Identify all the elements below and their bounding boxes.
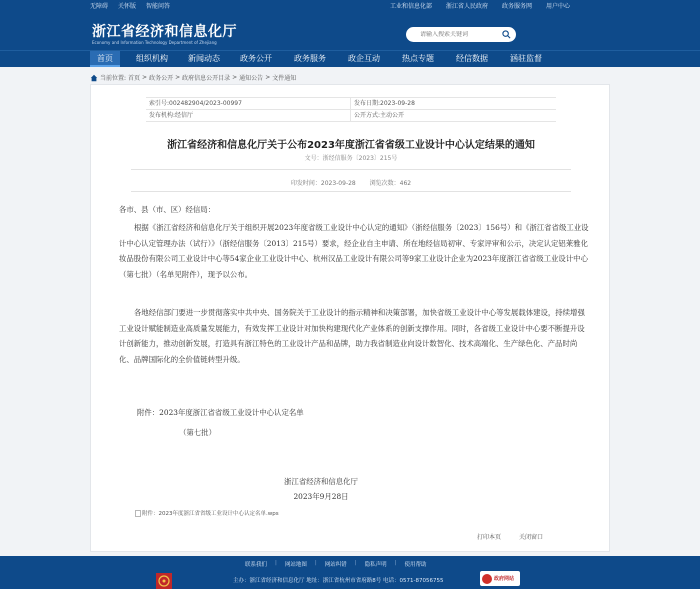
footer-links: 联系我们 | 网站地图 | 网站纠错 | 隐私声明 | 使用帮助 (245, 560, 427, 568)
breadcrumb-home[interactable]: 首页 (128, 75, 141, 82)
salutation: 各市、县（市、区）经信局： (119, 205, 216, 214)
smart-qa-link[interactable]: 智能问答 (146, 3, 171, 10)
nav-gov-affairs[interactable]: 政务公开 (240, 54, 272, 63)
publish-date: 发布日期:2023-09-28 (354, 100, 415, 107)
footer-privacy-link[interactable]: 隐私声明 (364, 562, 387, 568)
zj-gov-link[interactable]: 浙江省人民政府 (445, 3, 488, 10)
nav-home[interactable]: 首页 (90, 51, 120, 67)
gov-site-mark-icon (482, 574, 492, 584)
attachment-file-link[interactable]: 附件：2023年度浙江省省级工业设计中心认定名单.wps (135, 509, 279, 517)
divider (131, 191, 571, 192)
close-window-button[interactable]: 关闭窗口 (518, 534, 543, 541)
breadcrumb-info-catalog[interactable]: 政府信息公开目录 (182, 75, 231, 82)
document-title: 浙江省经济和信息化厅关于公布2023年度浙江省省级工业设计中心认定结果的通知 (167, 140, 535, 151)
document-number: 文号：浙经信服务〔2023〕215号 (304, 155, 398, 162)
breadcrumb-separator: > (232, 74, 238, 81)
breadcrumb (90, 73, 296, 82)
nav-interaction[interactable]: 政企互动 (348, 54, 380, 63)
index-number: 索引号:002482904/2023-00997 (146, 98, 351, 109)
metadata-table (146, 97, 556, 122)
site-footer (0, 556, 700, 589)
nav-supervision[interactable]: 涵驻监督 (510, 54, 542, 63)
nav-organization[interactable]: 组织机构 (136, 54, 168, 63)
paragraph-2: 各地经信部门要进一步贯彻落实中共中央、国务院关于工业设计的指示精神和决策部署，加快省级工业设计中心等发展载体建设，持续增强工业设计赋能制造业高质量发展能力，有效发挥工业设计对加快构建现代化产业体系的创新支撑作用。同时，各省级工业设计中心要不断提升设计创新能力，推动创新发展，打造具有浙江特色的工业设计产品和品牌，助力我省制造业向设计数智化、技术高端化、生产绿色化、产品时尚化、品牌国际化的全价值链转型升级。 (119, 308, 585, 364)
accessibility-link[interactable]: 无障碍 (90, 3, 109, 10)
search-box (406, 27, 516, 42)
footer-help-link[interactable]: 使用帮助 (404, 562, 427, 568)
footer-contact-link[interactable]: 联系我们 (245, 562, 268, 568)
footer-sitemap-link[interactable]: 网站地图 (284, 562, 307, 568)
breadcrumb-separator: > (265, 74, 271, 81)
search-icon[interactable] (502, 30, 511, 39)
breadcrumb-separator: > (142, 74, 148, 81)
elder-mode-link[interactable]: 关怀版 (118, 3, 137, 10)
gov-service-link[interactable]: 政务服务网 (501, 3, 532, 10)
attachment-batch: （第七批） (179, 428, 216, 437)
nav-gov-services[interactable]: 政务服务 (294, 54, 326, 63)
page-actions (477, 532, 543, 541)
location-icon (90, 74, 98, 82)
nav-topics[interactable]: 热点专题 (402, 54, 434, 63)
footer-report-error-link[interactable]: 网站纠错 (324, 562, 347, 568)
gov-site-badge[interactable] (480, 571, 520, 586)
publish-info (91, 178, 611, 187)
top-utility-bar (0, 0, 700, 14)
publish-organization: 发布机构:经信厅 (146, 110, 351, 121)
signature-date: 2023年9月28日 (293, 492, 349, 501)
user-center-link[interactable]: 用户中心 (545, 3, 570, 10)
breadcrumb-file-notice[interactable]: 文件通知 (272, 75, 297, 82)
breadcrumb-separator: > (175, 74, 181, 81)
site-title[interactable]: 浙江省经济和信息化厅 (92, 24, 237, 40)
signature-org: 浙江省经济和信息化厅 (284, 477, 358, 486)
disclosure-mode: 公开方式:主动公开 (354, 112, 405, 119)
article-panel (90, 84, 610, 552)
search-input[interactable] (406, 31, 500, 38)
breadcrumb-gov-affairs[interactable]: 政务公开 (149, 75, 174, 82)
main-nav (0, 50, 700, 67)
attachment-label: 附件：2023年度浙江省省级工业设计中心认定名单 (137, 408, 304, 417)
nav-data[interactable]: 经信数据 (456, 54, 488, 63)
paragraph-1: 根据《浙江省经济和信息化厅关于组织开展2023年度省级工业设计中心认定的通知》（浙经信服务〔2023〕156号）和《浙江省省级工业设计中心认定管理办法（试行）》（浙经信服务〔2013〕215号）要求，经企业自主申请、所在地经信局初审、专家评审和公示，决定认定铝莱雅化妆品股份有限公司工业设计中心等54家企业工业设计中心、杭州汉品工业设计有限公司等9家工业设计企业为2023年度浙江省省级工业设计中心（第七批）（名单见附件），现予以公布。 (119, 223, 589, 279)
footer-host-info: 主办：浙江省经济和信息化厅 地址：浙江省杭州市省府路8号 电话：0571-87056755 (233, 578, 444, 584)
file-icon (135, 510, 141, 517)
miit-link[interactable]: 工业和信息化部 (389, 3, 432, 10)
party-emblem-icon[interactable] (156, 573, 172, 589)
divider (131, 169, 571, 170)
nav-news[interactable]: 新闻动态 (188, 54, 220, 63)
gov-site-badge-label: 政府网站 (494, 576, 515, 582)
site-header (0, 14, 700, 50)
print-date: 印发时间：2023-09-28 (290, 180, 356, 187)
breadcrumb-notices[interactable]: 通知公告 (239, 75, 264, 82)
view-count: 浏览次数：462 (369, 180, 412, 187)
print-button[interactable]: 打印本页 (476, 534, 501, 541)
breadcrumb-prefix: 当前位置: (100, 75, 127, 82)
site-subtitle: Economy and Information Technology Department of Zhejiang (92, 40, 217, 45)
